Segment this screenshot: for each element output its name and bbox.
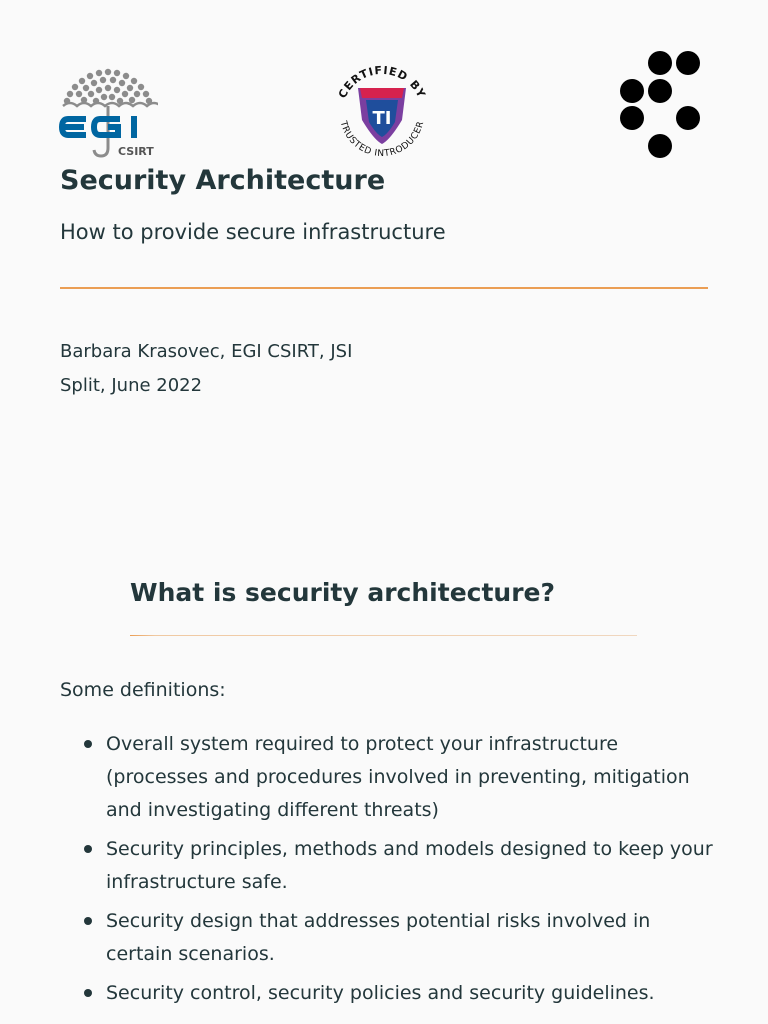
- definition-list: [78, 728, 718, 1016]
- bullet-dot-icon: [84, 917, 92, 925]
- list-item: [78, 833, 718, 899]
- list-item-line: (processes and procedures involved in preventing, mitigation: [106, 766, 690, 788]
- list-item-line: certain scenarios.: [106, 943, 275, 965]
- frame-intro: Some definitions:: [60, 679, 226, 701]
- bullet-dot-icon: [84, 740, 92, 748]
- ti-shield-icon: [330, 62, 434, 166]
- place-date-line: Split, June 2022: [60, 375, 203, 396]
- dots-icon: [616, 50, 706, 160]
- list-item-line: Security control, security policies and security guidelines.: [106, 982, 655, 1004]
- trusted-introducer-logo: [330, 62, 434, 166]
- egi-umbrella-icon: [58, 66, 158, 162]
- list-item: [78, 905, 718, 971]
- ti-top-text: CERTIFIED BY: [335, 63, 429, 101]
- list-item-line: Security principles, methods and models designed to keep your: [106, 838, 713, 860]
- list-item: [78, 728, 718, 827]
- presentation-subtitle: How to provide secure infrastructure: [60, 220, 446, 244]
- list-item: [78, 977, 718, 1010]
- bullet-dot-icon: [84, 845, 92, 853]
- ti-bottom-text: TRUSTED INTRODUCER: [337, 119, 427, 160]
- frame-title: What is security architecture?: [130, 578, 555, 607]
- list-item-line: Overall system required to protect your infrastructure: [106, 733, 619, 755]
- list-item-line: Security design that addresses potential risks involved in: [106, 910, 651, 932]
- ti-badge-text: TI: [372, 108, 392, 129]
- presentation-title: Security Architecture: [60, 165, 386, 196]
- egi-csirt-logo: [58, 66, 158, 162]
- bullet-dot-icon: [84, 989, 92, 997]
- frame-title-underline: [130, 635, 637, 636]
- list-item-line: infrastructure safe.: [106, 871, 288, 893]
- title-divider: [60, 287, 708, 289]
- egi-csirt-caption: CSIRT: [118, 145, 154, 158]
- author-line: Barbara Krasovec, EGI CSIRT, JSI: [60, 341, 353, 362]
- list-item-line: and investigating different threats): [106, 799, 439, 821]
- seven-dot-logo: [616, 50, 706, 160]
